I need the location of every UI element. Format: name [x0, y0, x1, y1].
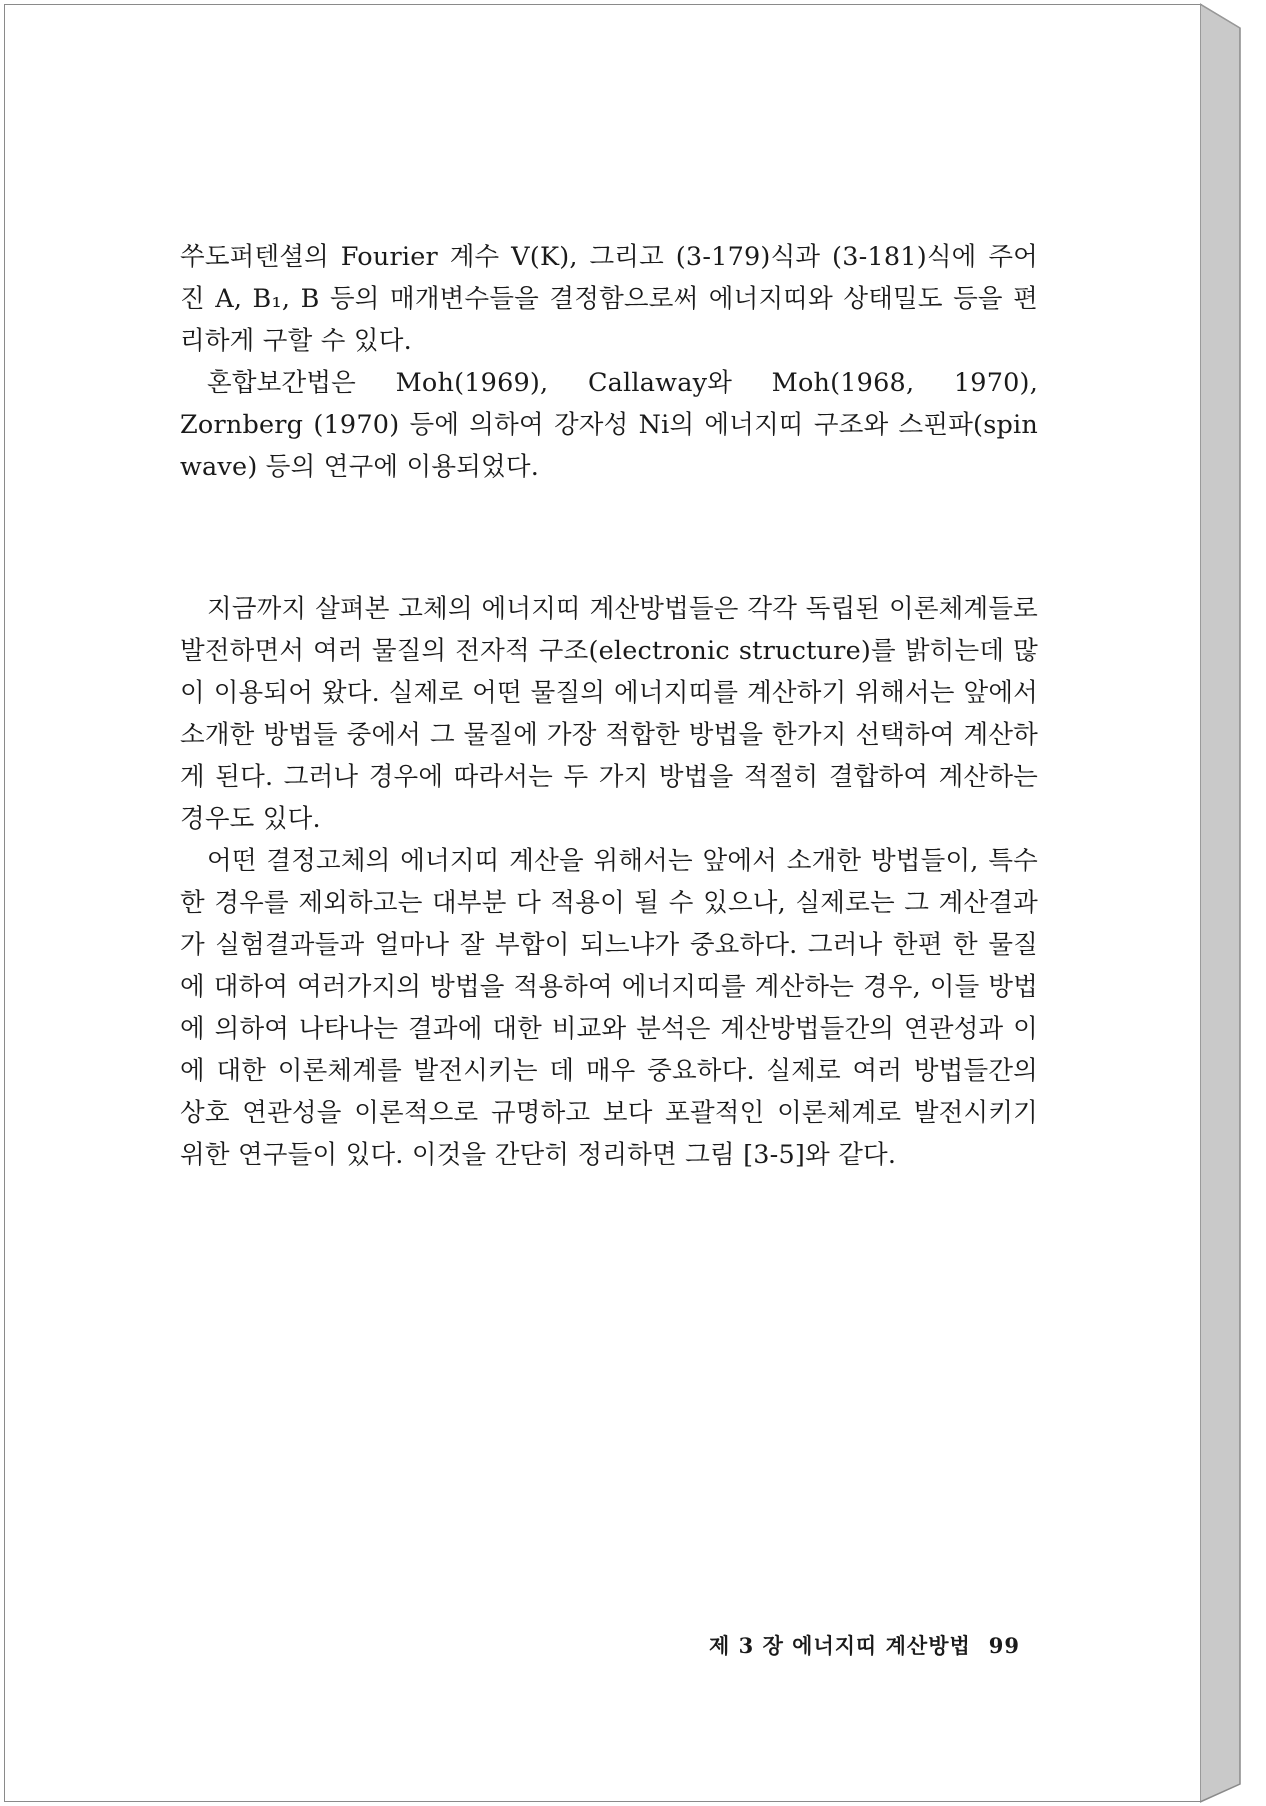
running-footer: [560, 1630, 1020, 1660]
chapter-title: 제 3 장 에너지띠 계산방법: [709, 1633, 971, 1658]
paragraph-3: 지금까지 살펴본 고체의 에너지띠 계산방법들은 각각 독립된 이론체계들로 발전하면서 여러 물질의 전자적 구조(electronic structure)를 밝히는데 많이 이용되어 왔다. 실제로 어떤 물질의 에너지띠를 계산하기 위해서는 앞에서 소개한 방법들 중에서 그 물질에 가장 적합한 방법을 한가지 선택하여 계산하게 된다. 그러나 경우에 따라서는 두 가지 방법을 적절히 결합하여 계산하는 경우도 있다.: [180, 594, 1038, 834]
page-number: 99: [988, 1633, 1020, 1658]
paragraph-2: 혼합보간법은 Moh(1969), Callaway와 Moh(1968, 1970), Zornberg (1970) 등에 의하여 강자성 Ni의 에너지띠 구조와 스핀파(spin wave) 등의 연구에 이용되었다.: [180, 368, 1038, 482]
body-text: [180, 236, 1038, 1176]
page-stack-edge: [1200, 0, 1260, 1806]
paragraph-4: 어떤 결정고체의 에너지띠 계산을 위해서는 앞에서 소개한 방법들이, 특수한 경우를 제외하고는 대부분 다 적용이 될 수 있으나, 실제로는 그 계산결과가 실험결과들과 얼마나 잘 부합이 되느냐가 중요하다. 그러나 한편 한 물질에 대하여 여러가지의 방법을 적용하여 에너지띠를 계산하는 경우, 이들 방법에 의하여 나타나는 결과에 대한 비교와 분석은 계산방법들간의 연관성과 이에 대한 이론체계를 발전시키는 데 매우 중요하다. 실제로 여러 방법들간의 상호 연관성을 이론적으로 규명하고 보다 포괄적인 이론체계로 발전시키기 위한 연구들이 있다. 이것을 간단히 정리하면 그림 [3-5]와 같다.: [180, 846, 1038, 1170]
paragraph-1: 쑤도퍼텐셜의 Fourier 계수 V(K), 그리고 (3-179)식과 (3-181)식에 주어진 A, B₁, B 등의 매개변수들을 결정함으로써 에너지띠와 상태밀도 등을 편리하게 구할 수 있다.: [180, 242, 1038, 356]
page-edge-shape: [1200, 0, 1260, 1806]
section-gap: [180, 488, 1038, 588]
